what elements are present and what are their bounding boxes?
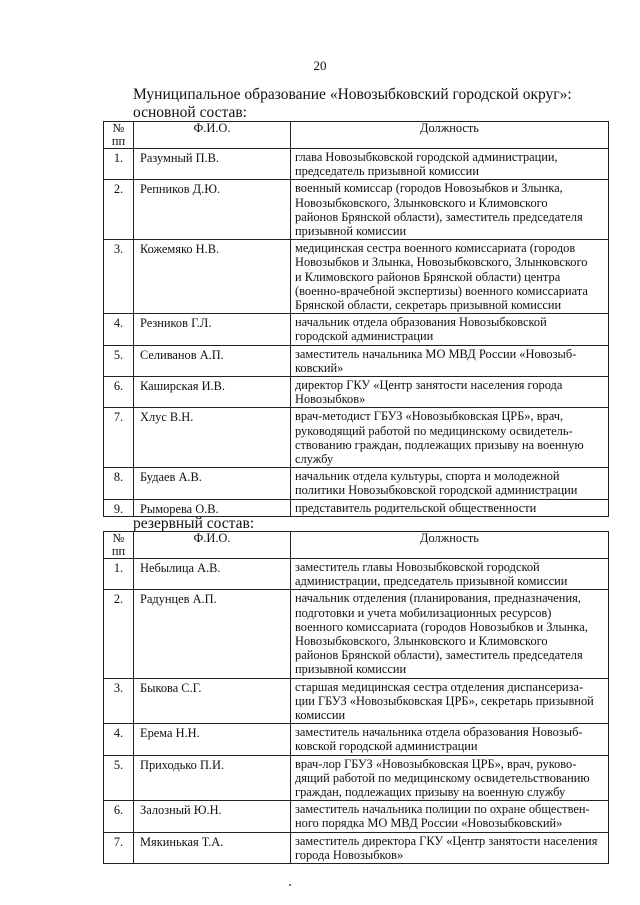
column-header-number: № пп (104, 122, 134, 149)
position-line: призывной комиссии (295, 662, 407, 677)
member-name: Каширская И.В. (134, 377, 291, 408)
member-name: Радунцев А.П. (134, 590, 291, 678)
position-line: районов Брянской области), заместитель председателя (295, 209, 583, 224)
position-line: ствованию граждан, подлежащих призыву на военную (295, 437, 584, 452)
main-composition-table (103, 121, 609, 517)
position-line: старшая медицинская сестра отделения диспансеризa- (295, 679, 584, 694)
table-row (104, 408, 609, 468)
member-position (291, 149, 609, 180)
member-name: Будаев А.В. (134, 468, 291, 499)
reserve-composition-table (103, 531, 609, 864)
member-name: Приходько П.И. (134, 755, 291, 801)
scan-speck (289, 884, 291, 886)
column-header-number: № пп (104, 532, 134, 559)
position-line: администрации, председатель призывной комиссии (295, 574, 568, 589)
row-number: 5. (104, 345, 134, 376)
member-position (291, 345, 609, 376)
table-header-row (104, 122, 609, 149)
position-line: города Новозыбков» (295, 847, 404, 862)
member-position (291, 499, 609, 516)
position-line: Новозыбков» (295, 392, 366, 407)
table-row (104, 678, 609, 724)
table-row (104, 590, 609, 678)
member-name: Кожемяко Н.В. (134, 240, 291, 314)
member-position (291, 180, 609, 240)
position-line: представитель родительской общественности (295, 500, 537, 515)
column-header-name: Ф.И.О. (134, 122, 291, 149)
position-line: начальник отдела образования Новозыбковской (295, 315, 547, 330)
table-row (104, 832, 609, 863)
row-number: 9. (104, 499, 134, 516)
member-name: Ерема Н.Н. (134, 724, 291, 755)
table-row (104, 240, 609, 314)
position-line: медицинская сестра военного комиссариата (городов (295, 241, 576, 256)
position-line: заместитель начальника полиции по охране обществен- (295, 802, 590, 817)
table-row (104, 499, 609, 516)
row-number: 7. (104, 832, 134, 863)
member-position (291, 678, 609, 724)
row-number: 6. (104, 801, 134, 832)
position-line: глава Новозыбковской городской администрации, (295, 150, 558, 164)
position-line: директор ГКУ «Центр занятости населения города (295, 378, 563, 393)
member-name: Селиванов А.П. (134, 345, 291, 376)
row-number: 4. (104, 724, 134, 755)
member-name: Репников Д.Ю. (134, 180, 291, 240)
position-line: призывной комиссии (295, 224, 407, 239)
position-line: начальник отделения (планирования, предназначения, (295, 591, 581, 606)
row-number: 1. (104, 559, 134, 590)
position-line: врач-лор ГБУЗ «Новозыбковская ЦРБ», врач, руково- (295, 756, 577, 771)
position-line: заместитель начальника отдела образования Новозыб- (295, 725, 583, 740)
table-row (104, 468, 609, 499)
position-line: Новозыбков и Злынка, Новозыбковского, Злынковского (295, 255, 588, 270)
column-header-name: Ф.И.О. (134, 532, 291, 559)
position-line: ковский» (295, 360, 344, 375)
table-row (104, 149, 609, 180)
position-line: подготовки и учета мобилизационных ресурсов) (295, 605, 552, 620)
position-line: председатель призывной комиссии (295, 164, 479, 179)
position-line: Новозыбковского, Злынковского и Климовского (295, 195, 548, 210)
row-number: 3. (104, 240, 134, 314)
member-position (291, 377, 609, 408)
column-header-position: Должность (291, 122, 609, 149)
member-position (291, 590, 609, 678)
position-line: ковской городской администрации (295, 739, 478, 754)
position-line: заместитель главы Новозыбковской городской (295, 560, 540, 574)
member-name: Хлус В.Н. (134, 408, 291, 468)
position-line: заместитель начальника МО МВД России «Новозыб- (295, 346, 577, 361)
position-line: городской администрации (295, 329, 434, 344)
member-name: Рыморева О.В. (134, 499, 291, 516)
municipality-heading: Муниципальное образование «Новозыбковский городской округ»: (133, 86, 572, 103)
table-row (104, 180, 609, 240)
row-number: 4. (104, 314, 134, 345)
position-line: Брянской области, секретарь призывной комиссии (295, 298, 562, 313)
reserve-composition-label: резервный состав: (133, 515, 255, 532)
position-line: службу (295, 452, 334, 467)
member-position (291, 801, 609, 832)
member-position (291, 408, 609, 468)
table-row (104, 345, 609, 376)
position-line: районов Брянской области), заместитель председателя (295, 648, 583, 663)
table-row (104, 755, 609, 801)
row-number: 7. (104, 408, 134, 468)
row-number: 1. (104, 149, 134, 180)
position-line: ции ГБУЗ «Новозыбковская ЦРБ», секретарь призывной (295, 693, 594, 708)
column-header-position: Должность (291, 532, 609, 559)
table-row (104, 724, 609, 755)
table-row (104, 559, 609, 590)
member-position (291, 755, 609, 801)
position-line: военный комиссар (городов Новозыбков и Злынка, (295, 181, 563, 196)
position-line: военного комиссариата (городов Новозыбков и Злынка, (295, 619, 588, 634)
member-position (291, 314, 609, 345)
position-line: Новозыбковского, Злынковского и Климовского (295, 634, 548, 649)
member-position (291, 468, 609, 499)
table-row (104, 314, 609, 345)
position-line: и Климовского районов Брянской области) центра (295, 269, 561, 284)
member-position (291, 240, 609, 314)
member-position (291, 559, 609, 590)
row-number: 2. (104, 590, 134, 678)
member-name: Небылица А.В. (134, 559, 291, 590)
member-name: Разумный П.В. (134, 149, 291, 180)
position-line: ного порядка МО МВД России «Новозыбковский» (295, 816, 563, 831)
position-line: комиссии (295, 708, 346, 723)
row-number: 8. (104, 468, 134, 499)
position-line: начальник отдела культуры, спорта и молодежной (295, 469, 560, 484)
table-row (104, 801, 609, 832)
table-header-row (104, 532, 609, 559)
member-position (291, 832, 609, 863)
row-number: 3. (104, 678, 134, 724)
row-number: 5. (104, 755, 134, 801)
position-line: заместитель директора ГКУ «Центр занятости населения (295, 833, 598, 848)
row-number: 6. (104, 377, 134, 408)
member-name: Залозный Ю.Н. (134, 801, 291, 832)
member-name: Мякинькая Т.А. (134, 832, 291, 863)
main-composition-label: основной состав: (133, 104, 247, 121)
table-row (104, 377, 609, 408)
member-position (291, 724, 609, 755)
position-line: (военно-врачебной экспертизы) военного комиссариата (295, 283, 588, 298)
position-line: врач-методист ГБУЗ «Новозыбковская ЦРБ», врач, (295, 409, 564, 424)
position-line: руководящий работой по медицинскому освидетель- (295, 423, 573, 438)
position-line: граждан, подлежащих призыву на военную службу (295, 785, 566, 800)
member-name: Резников Г.Л. (134, 314, 291, 345)
position-line: дящий работой по медицинскому освидетельствованию (295, 770, 590, 785)
page-number: 20 (313, 58, 327, 73)
member-name: Быкова С.Г. (134, 678, 291, 724)
position-line: политики Новозыбковской городской администрации (295, 483, 578, 498)
row-number: 2. (104, 180, 134, 240)
